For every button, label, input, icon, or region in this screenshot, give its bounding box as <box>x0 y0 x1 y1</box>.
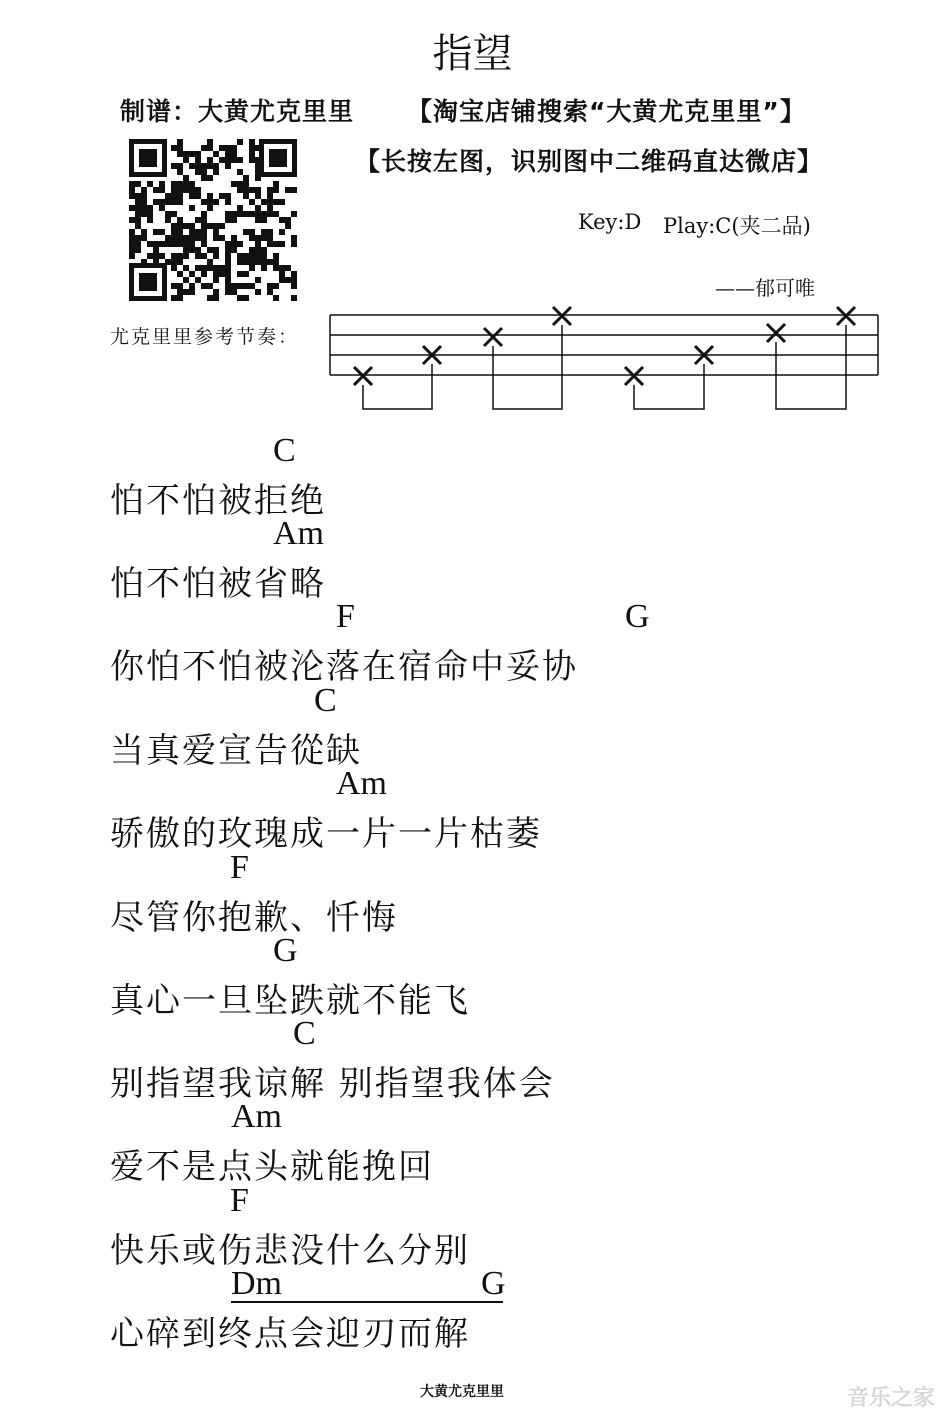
rhythm-label: 尤克里里参考节奏： <box>110 326 300 348</box>
chord-label: Am <box>273 515 324 552</box>
key-label: Key:D <box>578 210 642 234</box>
chord-label: C <box>293 1015 316 1052</box>
lyric-line: 爱不是点头就能挽回 <box>110 1147 434 1187</box>
chord-label: G <box>625 598 650 635</box>
chord-label: F <box>230 849 249 886</box>
song-title: 指望 <box>432 31 513 77</box>
lyric-line: 别指望我谅解 别指望我体会 <box>110 1064 555 1104</box>
chord-label: F <box>230 1182 249 1219</box>
lyric-line: 你怕不怕被沦落在宿命中妥协 <box>110 647 578 687</box>
singer-name: ——郁可唯 <box>715 276 815 300</box>
chord-label: G <box>481 1265 506 1302</box>
footer-credit: 大黄尤克里里 <box>420 1384 504 1400</box>
chord-label: Dm <box>231 1265 282 1302</box>
play-label: Play:C(夹二品) <box>663 214 811 238</box>
chord-label: G <box>273 932 298 969</box>
chord-label: Am <box>336 765 387 802</box>
lyric-line: 心碎到终点会迎刃而解 <box>110 1314 470 1354</box>
shop-search-text: 【淘宝店铺搜索“大黄尤克里里”】 <box>407 97 806 126</box>
lyric-line: 尽管你抱歉、忏悔 <box>110 898 398 938</box>
chord-label: Am <box>231 1098 282 1135</box>
chord-label: F <box>336 598 355 635</box>
author-credit: 制谱：大黄尤克里里 <box>120 97 355 126</box>
lyric-line: 当真爱宣告從缺 <box>110 731 362 771</box>
tie-line <box>231 1301 503 1303</box>
chord-label: C <box>314 682 337 719</box>
chord-label: C <box>273 432 296 469</box>
rhythm-pattern <box>326 300 881 419</box>
qr-code[interactable] <box>127 137 299 303</box>
site-watermark: 音乐之家 <box>846 1386 935 1411</box>
lyric-line: 怕不怕被拒绝 <box>110 481 326 521</box>
lyric-line: 真心一旦坠跌就不能飞 <box>110 981 470 1021</box>
lyric-line: 快乐或伤悲没什么分别 <box>110 1231 470 1271</box>
lyric-line: 怕不怕被省略 <box>110 564 326 604</box>
lyric-line: 骄傲的玫瑰成一片一片枯萎 <box>110 814 542 854</box>
qr-hint-text: 【长按左图，识别图中二维码直达微店】 <box>355 147 824 176</box>
